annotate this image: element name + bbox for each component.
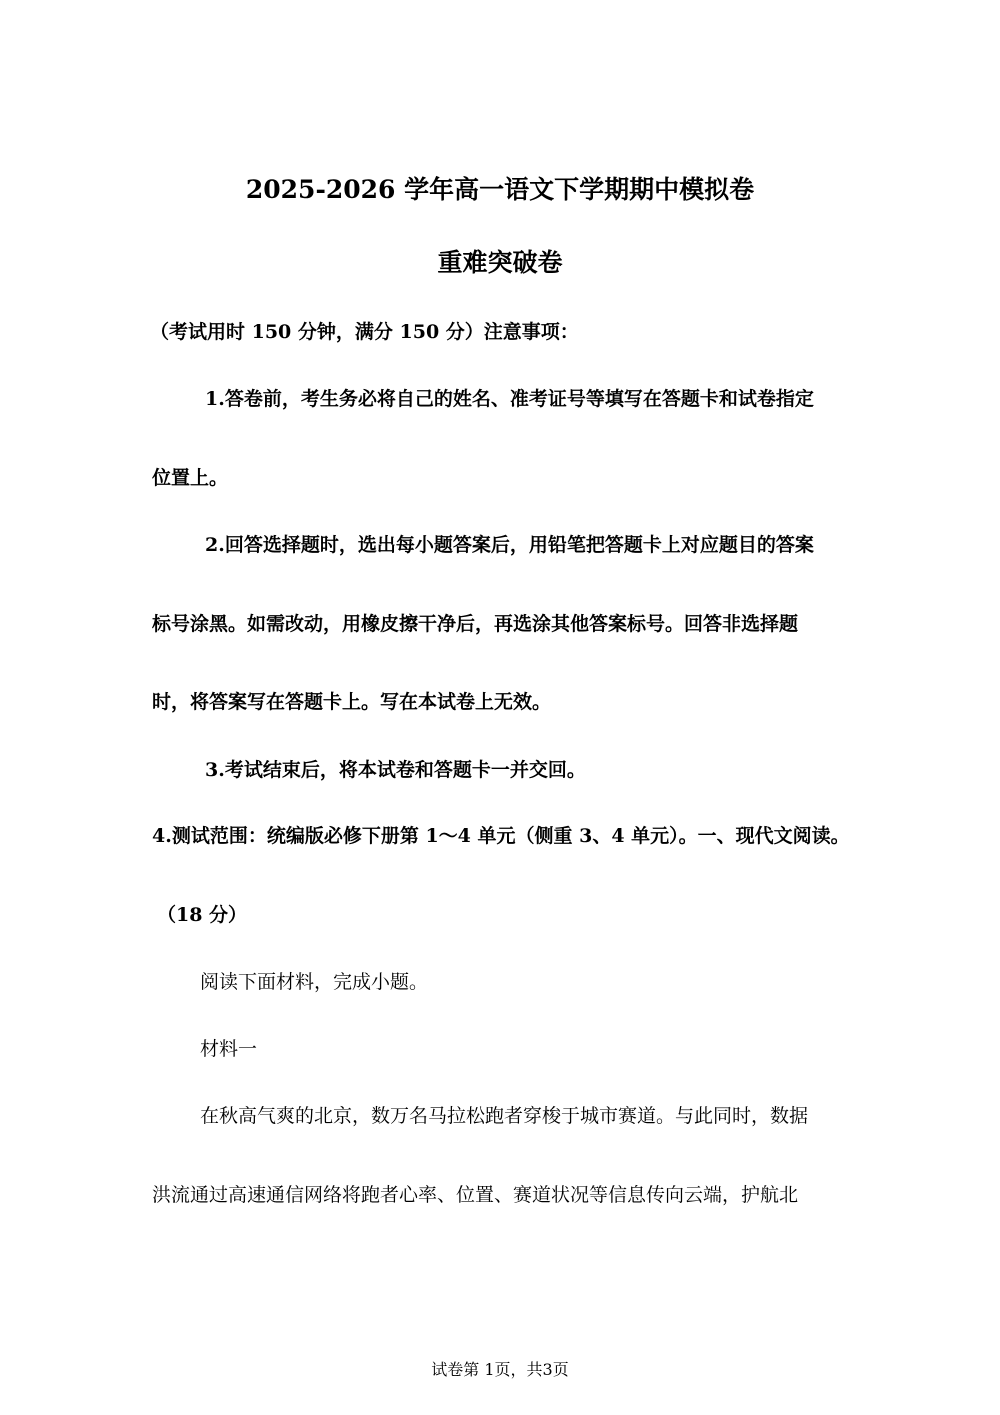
notice-line: 4.测试范围：统编版必修下册第 1～4 单元（侧重 3、4 单元）。一、现代文阅读。 — [152, 825, 850, 847]
passage-line: 洪流通过高速通信网络将跑者心率、位置、赛道状况等信息传向云端，护航北 — [152, 1184, 799, 1206]
exam-subtitle: 重难突破卷 — [437, 248, 563, 277]
page-footer: 试卷第 1页，共3页 — [431, 1360, 569, 1379]
passage-line: 在秋高气爽的北京，数万名马拉松跑者穿梭于城市赛道。与此同时，数据 — [200, 1105, 809, 1127]
notice-line: 位置上。 — [152, 467, 229, 489]
notice-line: 标号涂黑。如需改动，用橡皮擦干净后，再选涂其他答案标号。回答非选择题 — [152, 613, 799, 635]
notice-line: 2.回答选择题时，选出每小题答案后，用铅笔把答题卡上对应题目的答案 — [205, 534, 814, 556]
exam-info: （考试用时 150 分钟，满分 150 分）注意事项： — [150, 321, 579, 343]
section-score: （18 分） — [157, 904, 248, 926]
material-label: 材料一 — [200, 1038, 258, 1060]
notice-line: 3.考试结束后，将本试卷和答题卡一并交回。 — [205, 759, 586, 781]
notice-line: 时，将答案写在答题卡上。写在本试卷上无效。 — [152, 691, 552, 713]
reading-instruction: 阅读下面材料，完成小题。 — [200, 971, 429, 993]
notice-line: 1.答卷前，考生务必将自己的姓名、准考证号等填写在答题卡和试卷指定 — [205, 388, 814, 410]
exam-title: 2025-2026 学年高一语文下学期期中模拟卷 — [245, 175, 755, 204]
